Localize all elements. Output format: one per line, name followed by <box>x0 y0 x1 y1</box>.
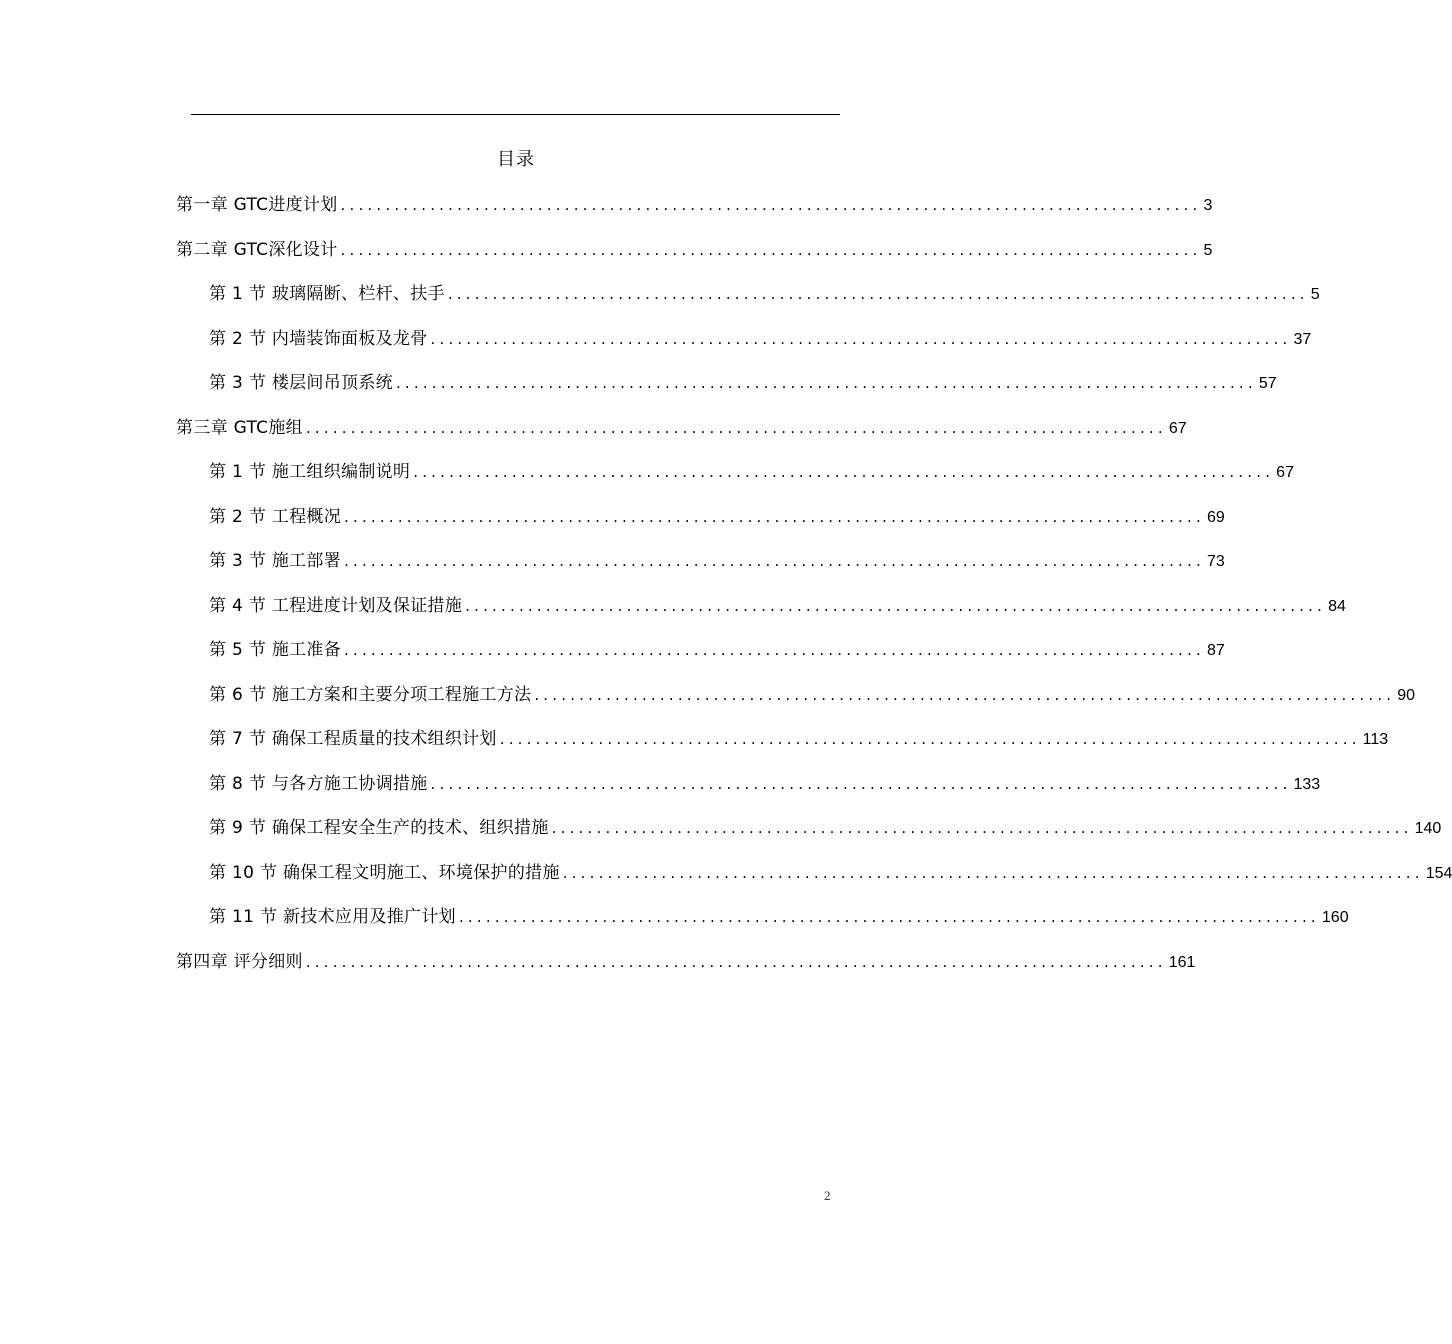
header-rule <box>191 114 840 115</box>
toc-dot-leader: ................................................................................................ <box>465 596 1327 615</box>
toc-entry-chapter-2[interactable] <box>176 237 1213 282</box>
toc-entry-label: 第三章 GTC施组 <box>176 417 303 438</box>
toc-entry-chapter-3-section-11[interactable] <box>176 904 1349 949</box>
toc-title-text: 目录 <box>497 149 535 170</box>
page-number: 2 <box>824 1188 831 1203</box>
toc-entry-label: 第 1 节 玻璃隔断、栏杆、扶手 <box>209 284 445 304</box>
toc-dot-leader: ................................................................................................ <box>344 507 1205 526</box>
toc-entry-chapter-3-section-3[interactable] <box>176 548 1225 593</box>
toc-entry-page: 73 <box>1206 553 1225 570</box>
toc-entry-label: 第 5 节 施工准备 <box>209 640 342 660</box>
toc-entry-chapter-3[interactable] <box>176 415 1187 460</box>
toc-entry-chapter-3-section-8[interactable] <box>176 771 1321 816</box>
toc-entry-page: 67 <box>1168 419 1187 437</box>
toc-dot-leader: ................................................................................................ <box>305 952 1167 971</box>
toc-entry-label: 第 11 节 新技术应用及推广计划 <box>209 907 456 927</box>
toc-entry-label: 第 1 节 施工组织编制说明 <box>209 462 411 482</box>
toc-entry-page: 69 <box>1206 508 1225 526</box>
toc-entry-page: 140 <box>1414 820 1442 837</box>
table-of-contents <box>176 192 1452 993</box>
toc-entry-page: 133 <box>1293 775 1321 793</box>
toc-entry-label: 第 8 节 与各方施工协调措施 <box>209 773 428 794</box>
toc-entry-label: 第二章 GTC深化设计 <box>176 239 338 260</box>
toc-entry-label: 第 3 节 楼层间吊顶系统 <box>209 373 393 393</box>
toc-entry-chapter-2-section-3[interactable] <box>176 370 1277 415</box>
toc-entry-page: 57 <box>1258 375 1277 392</box>
toc-dot-leader: ................................................................................................ <box>430 774 1292 793</box>
toc-entry-page: 161 <box>1168 953 1196 971</box>
toc-entry-page: 113 <box>1362 731 1389 748</box>
toc-entry-chapter-2-section-2[interactable] <box>176 326 1312 371</box>
toc-dot-leader: ................................................................................................ <box>344 552 1205 570</box>
toc-entry-label: 第 10 节 确保工程文明施工、环境保护的措施 <box>209 862 560 883</box>
toc-entry-chapter-3-section-10[interactable] <box>176 860 1452 905</box>
toc-dot-leader: ................................................................................................ <box>340 240 1202 259</box>
toc-entry-page: 84 <box>1328 597 1346 615</box>
toc-dot-leader: ................................................................................................ <box>344 641 1205 659</box>
toc-entry-label: 第 9 节 确保工程安全生产的技术、组织措施 <box>209 818 549 838</box>
toc-entry-label: 第四章 评分细则 <box>176 951 303 972</box>
toc-entry-label: 第一章 GTC进度计划 <box>176 195 338 215</box>
toc-entry-chapter-2-section-1[interactable] <box>176 281 1320 326</box>
toc-entry-page: 5 <box>1310 286 1320 303</box>
toc-entry-chapter-3-section-6[interactable] <box>176 682 1416 727</box>
toc-dot-leader: ................................................................................................ <box>340 196 1202 214</box>
toc-dot-leader: ................................................................................................ <box>413 463 1275 481</box>
toc-dot-leader: ................................................................................................ <box>534 685 1396 704</box>
toc-entry-label: 第 3 节 施工部署 <box>209 551 342 571</box>
toc-entry-page: 5 <box>1203 241 1213 259</box>
toc-entry-chapter-3-section-1[interactable] <box>176 459 1294 504</box>
toc-dot-leader: ................................................................................................ <box>305 418 1167 437</box>
toc-entry-label: 第 4 节 工程进度计划及保证措施 <box>209 595 463 616</box>
toc-entry-page: 67 <box>1276 464 1294 481</box>
toc-entry-chapter-4[interactable] <box>176 949 1196 994</box>
toc-entry-page: 154 <box>1425 864 1452 882</box>
toc-title <box>0 148 1032 172</box>
toc-dot-leader: ................................................................................................ <box>458 908 1320 926</box>
toc-entry-label: 第 2 节 工程概况 <box>209 506 342 527</box>
toc-entry-chapter-3-section-5[interactable] <box>176 637 1225 682</box>
toc-entry-chapter-3-section-7[interactable] <box>176 726 1389 771</box>
toc-entry-chapter-1[interactable] <box>176 192 1213 237</box>
toc-dot-leader: ................................................................................................ <box>395 374 1257 392</box>
toc-dot-leader: ................................................................................................ <box>499 730 1361 748</box>
toc-entry-page: 90 <box>1397 686 1416 704</box>
toc-dot-leader: ................................................................................................ <box>551 819 1413 837</box>
toc-entry-chapter-3-section-4[interactable] <box>176 593 1346 638</box>
toc-entry-page: 160 <box>1321 909 1349 926</box>
toc-entry-page: 37 <box>1293 330 1312 348</box>
toc-entry-label: 第 6 节 施工方案和主要分项工程施工方法 <box>209 684 532 705</box>
toc-dot-leader: ................................................................................................ <box>447 285 1309 303</box>
toc-dot-leader: ................................................................................................ <box>562 863 1424 882</box>
toc-entry-chapter-3-section-9[interactable] <box>176 815 1442 860</box>
toc-dot-leader: ................................................................................................ <box>430 329 1292 348</box>
toc-entry-label: 第 7 节 确保工程质量的技术组织计划 <box>209 729 497 749</box>
toc-entry-chapter-3-section-2[interactable] <box>176 504 1225 549</box>
toc-entry-page: 87 <box>1206 642 1225 659</box>
toc-entry-page: 3 <box>1203 197 1213 214</box>
toc-entry-label: 第 2 节 内墙装饰面板及龙骨 <box>209 328 428 349</box>
